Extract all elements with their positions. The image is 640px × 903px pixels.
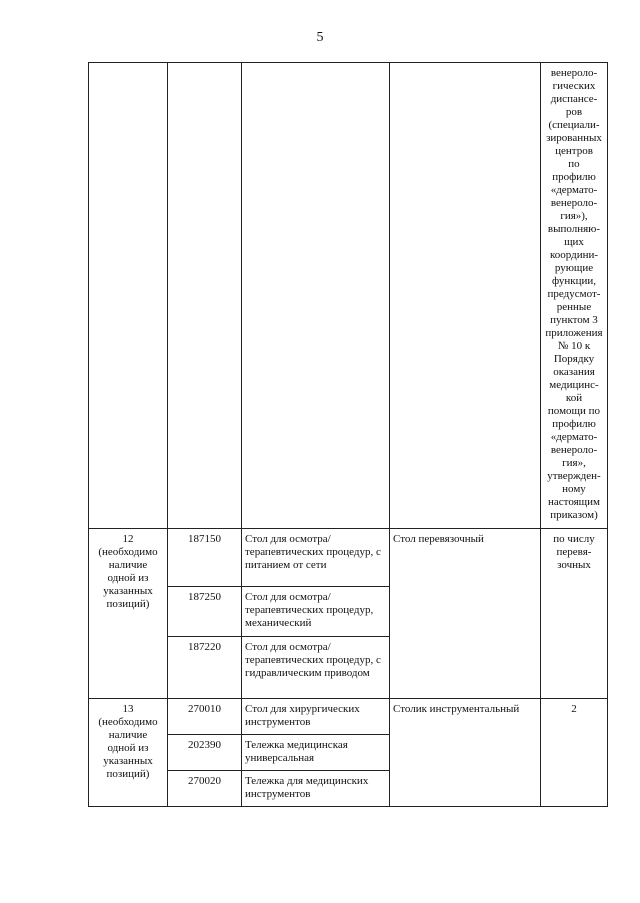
item-name-cell: Тележка медицинская универсальная (242, 735, 390, 771)
cell-text-line: помощи по (547, 405, 601, 417)
cell-text-line: рующие (554, 262, 594, 274)
cell-text-line: № 10 к (557, 340, 591, 352)
code-cell (168, 63, 242, 529)
item-name-cell: Стол для осмотра/терапевтических процедур, механический (242, 587, 390, 637)
row-note-line: указанных (103, 585, 153, 597)
cell-text-line: «дермато- (550, 431, 598, 443)
cell-text-line: (специали- (548, 119, 600, 131)
row-number: 12 (122, 533, 134, 545)
cell-text-line: приказом) (550, 509, 598, 521)
cell-text-line: утвержден- (547, 470, 601, 482)
cell-text-line: ренные (556, 301, 592, 313)
cell-text-line: гия»), (560, 210, 588, 222)
quantity-line: 2 (571, 703, 577, 715)
table-row (89, 63, 608, 529)
cell-text-line: центров (555, 145, 593, 157)
code-cell: 187250 (168, 587, 242, 637)
equipment-table (88, 62, 608, 807)
quantity-line: зочных (557, 559, 591, 571)
table-row (89, 529, 608, 587)
code-cell: 270020 (168, 771, 242, 807)
cell-text-line: венероло- (550, 444, 598, 456)
cell-text-line: оказания (553, 366, 595, 378)
cell-text-line: профилю (552, 418, 596, 430)
cell-text-line: гических (552, 80, 596, 92)
code-cell: 187220 (168, 637, 242, 699)
cell-text-line: зированных (546, 132, 602, 144)
row-note-line: позиций) (106, 598, 150, 610)
code-cell: 202390 (168, 735, 242, 771)
equipment-cell: Столик инструментальный (390, 699, 541, 807)
row-note-line: наличие (108, 559, 148, 571)
item-name-cell: Стол для осмотра/терапевтических процедур, с питанием от сети (242, 529, 390, 587)
cell-text-line: профилю (552, 171, 596, 183)
cell-text-line: координи- (549, 249, 599, 261)
item-name-cell: Стол для осмотра/терапевтических процедур, с гидравлическим приводом (242, 637, 390, 699)
cell-text-line: «дермато- (550, 184, 598, 196)
cell-text-line: диспансе- (550, 93, 598, 105)
cell-text-line: выполняю- (547, 223, 601, 235)
cell-text-line: по (568, 158, 580, 170)
row-note-line: одной из (107, 572, 149, 584)
quantity-line: по числу (553, 533, 595, 545)
table-row (89, 699, 608, 735)
cell-text-line: ному (562, 483, 586, 495)
cell-text-line: кой (565, 392, 583, 404)
quantity-line: перевя- (556, 546, 592, 558)
quantity-cell (541, 699, 608, 807)
cell-text-line: гия», (562, 457, 586, 469)
equipment-cell (390, 63, 541, 529)
cell-text-line: венероло- (550, 67, 598, 79)
cell-text-line: венероло- (550, 197, 598, 209)
row-number-cell (89, 63, 168, 529)
cell-text-line: ров (565, 106, 583, 118)
row-note-line: (необходимо (98, 716, 158, 728)
equipment-cell: Стол перевязочный (390, 529, 541, 699)
row-note-line: (необходимо (98, 546, 158, 558)
row-note-line: позиций) (106, 768, 150, 780)
row-number: 13 (122, 703, 134, 715)
quantity-cell (541, 529, 608, 699)
cell-text-line: пунктом 3 (550, 314, 598, 326)
quantity-cell (541, 63, 608, 529)
code-cell: 270010 (168, 699, 242, 735)
row-number-cell (89, 699, 168, 807)
row-number-cell (89, 529, 168, 699)
page-number: 5 (316, 30, 324, 45)
cell-text-line: функции, (552, 275, 596, 287)
item-name-cell: Тележка для медицинских инструментов (242, 771, 390, 807)
row-note-line: одной из (107, 742, 149, 754)
item-name-cell: Стол для хирургических инструментов (242, 699, 390, 735)
cell-text-line: щих (564, 236, 584, 248)
item-name-cell (242, 63, 390, 529)
row-note-line: указанных (103, 755, 153, 767)
cell-text-line: предусмот- (547, 288, 601, 300)
cell-text-line: настоящим (548, 496, 600, 508)
row-note-line: наличие (108, 729, 148, 741)
cell-text-line: приложения (545, 327, 603, 339)
cell-text-line: медицинс- (549, 379, 599, 391)
code-cell: 187150 (168, 529, 242, 587)
cell-text-line: Порядку (553, 353, 595, 365)
